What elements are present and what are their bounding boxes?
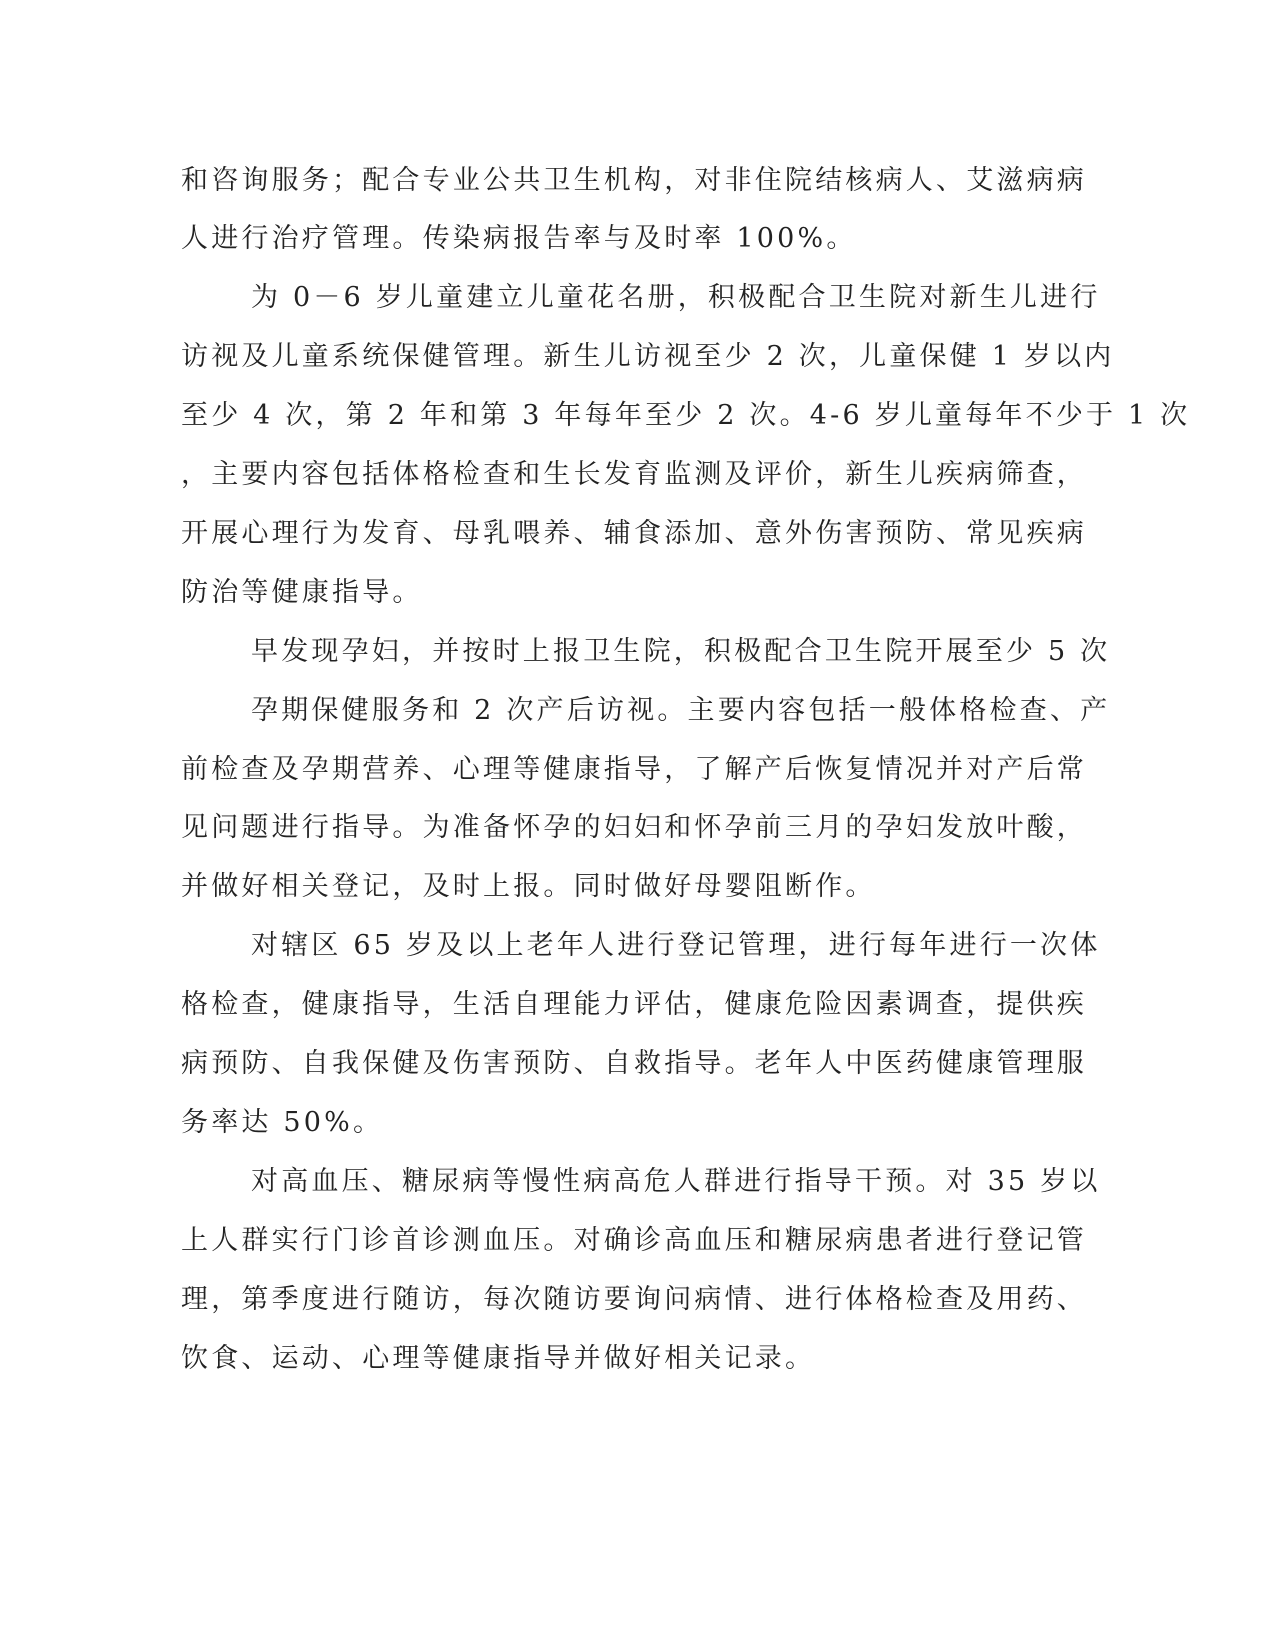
text-line-content: 早发现孕妇，并按时上报卫生院，积极配合卫生院开展至少 5 次 xyxy=(251,636,1111,667)
text-line-content: 病预防、自我保健及伤害预防、自救指导。老年人中医药健康管理服 xyxy=(181,1048,1087,1079)
text-line-content: 防治等健康指导。 xyxy=(181,577,423,608)
text-line-content: 为 0－6 岁儿童建立儿童花名册，积极配合卫生院对新生儿进行 xyxy=(251,282,1101,313)
text-line-content: 饮食、运动、心理等健康指导并做好相关记录。 xyxy=(181,1343,816,1374)
text-line-content: 务率达 50%。 xyxy=(181,1107,384,1138)
text-line-content: 上人群实行门诊首诊测血压。对确诊高血压和糖尿病患者进行登记管 xyxy=(181,1225,1087,1256)
text-line-content: ，主要内容包括体格检查和生长发育监测及评价，新生儿疾病筛查， xyxy=(181,459,1087,490)
text-line-content: 并做好相关登记，及时上报。同时做好母婴阻断作。 xyxy=(181,871,876,902)
text-line-content: 访视及儿童系统保健管理。新生儿访视至少 2 次，儿童保健 1 岁以内 xyxy=(181,341,1115,372)
text-line-content: 至少 4 次，第 2 年和第 3 年每年至少 2 次。4-6 岁儿童每年不少于 1 次 xyxy=(181,400,1191,431)
text-line-content: 开展心理行为发育、母乳喂养、辅食添加、意外伤害预防、常见疾病 xyxy=(181,518,1087,549)
text-line-content: 格检查，健康指导，生活自理能力评估，健康危险因素调查，提供疾 xyxy=(181,989,1087,1020)
text-line-content: 前检查及孕期营养、心理等健康指导，了解产后恢复情况并对产后常 xyxy=(181,754,1087,785)
text-line-content: 和咨询服务；配合专业公共卫生机构，对非住院结核病人、艾滋病病 xyxy=(181,165,1087,196)
text-line-content: 对高血压、糖尿病等慢性病高危人群进行指导干预。对 35 岁以 xyxy=(251,1166,1101,1197)
text-line-content: 人进行治疗管理。传染病报告率与及时率 100%。 xyxy=(181,223,857,254)
text-line-content: 见问题进行指导。为准备怀孕的妇妇和怀孕前三月的孕妇发放叶酸， xyxy=(181,812,1087,843)
text-line-content: 对辖区 65 岁及以上老年人进行登记管理，进行每年进行一次体 xyxy=(251,930,1101,961)
text-line-content: 孕期保健服务和 2 次产后访视。主要内容包括一般体格检查、产 xyxy=(251,695,1111,726)
text-line-content: 理，第季度进行随访，每次随访要询问病情、进行体格检查及用药、 xyxy=(181,1284,1087,1315)
